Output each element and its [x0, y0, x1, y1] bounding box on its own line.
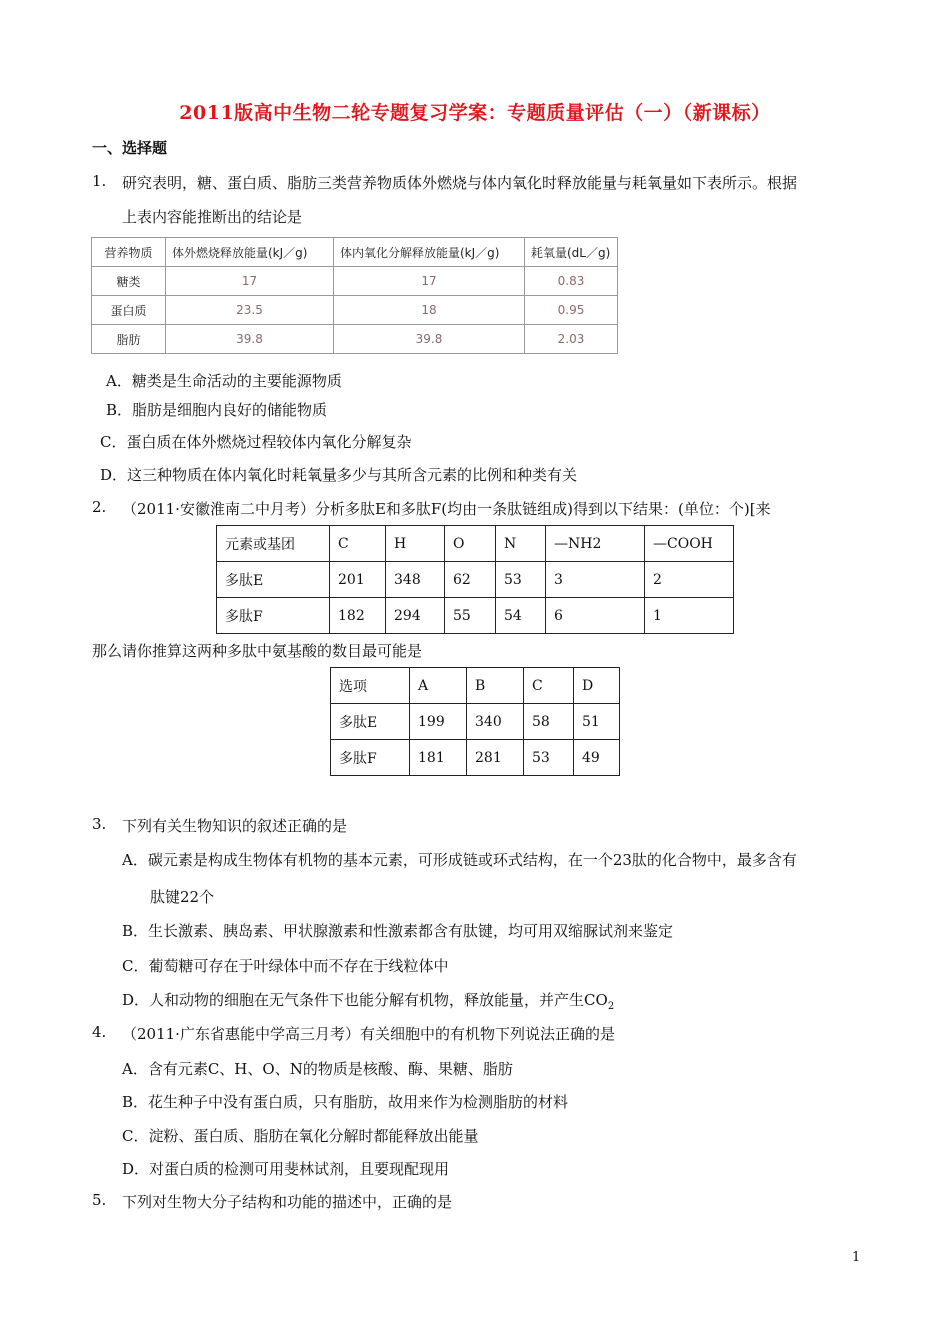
table-cell: 199 [410, 704, 467, 740]
option-a: A．碳元素是构成生物体有机物的基本元素，可形成链或环式结构，在一个23肽的化合物中，最多含有 [122, 851, 797, 869]
table-header-cell: 体内氧化分解释放能量(kJ／g) [334, 238, 525, 267]
question-text: （2011·广东省惠能中学高三月考）有关细胞中的有机物下列说法正确的是 [122, 1025, 615, 1043]
table-cell: 18 [334, 296, 525, 325]
table-cell: 0.95 [525, 296, 618, 325]
table-cell: 蛋白质 [92, 296, 166, 325]
table-cell: 1 [645, 598, 734, 634]
table-cell: 182 [330, 598, 386, 634]
table-header-cell: 营养物质 [92, 238, 166, 267]
question-number: 3. [92, 815, 107, 833]
table-header-cell: B [467, 668, 524, 704]
table-row [217, 562, 734, 598]
table-cell: 54 [496, 598, 546, 634]
table-header-cell: D [574, 668, 620, 704]
answer-options-table [330, 667, 620, 776]
table-cell: 62 [445, 562, 496, 598]
table-header-cell: O [445, 526, 496, 562]
option-d [122, 989, 614, 1012]
table-cell: 201 [330, 562, 386, 598]
table-cell: 348 [386, 562, 445, 598]
table-cell: 17 [166, 267, 334, 296]
table-cell: 糖类 [92, 267, 166, 296]
table-cell: 281 [467, 740, 524, 776]
table-cell: 294 [386, 598, 445, 634]
table-row [331, 740, 620, 776]
question-text: 下列对生物大分子结构和功能的描述中，正确的是 [122, 1193, 453, 1211]
question-text: 上表内容能推断出的结论是 [122, 208, 303, 226]
table-header-cell: N [496, 526, 546, 562]
table-header-row [217, 526, 734, 562]
table-cell: 2.03 [525, 325, 618, 354]
table-cell: 23.5 [166, 296, 334, 325]
option-d-text: D．人和动物的细胞在无气条件下也能分解有机物，释放能量，并产生CO [122, 991, 608, 1009]
document-title: 2011版高中生物二轮专题复习学案：专题质量评估（一）（新课标） [179, 102, 771, 124]
option-c: C．淀粉、蛋白质、脂肪在氧化分解时都能释放出能量 [122, 1127, 479, 1145]
option-b: B．生长激素、胰岛素、甲状腺激素和性激素都含有肽键，均可用双缩脲试剂来鉴定 [122, 922, 674, 940]
table-cell: 51 [574, 704, 620, 740]
question-text: 研究表明，糖、蛋白质、脂肪三类营养物质体外燃烧与体内氧化时释放能量与耗氧量如下表所示。根据 [122, 174, 798, 192]
table-cell: 脂肪 [92, 325, 166, 354]
option-c: C．蛋白质在体外燃烧过程较体内氧化分解复杂 [100, 433, 412, 451]
table-header-cell: C [330, 526, 386, 562]
table-cell: 39.8 [334, 325, 525, 354]
table-header-cell: 体外燃烧释放能量(kJ／g) [166, 238, 334, 267]
question-number: 2. [92, 498, 107, 516]
option-d: D．这三种物质在体内氧化时耗氧量多少与其所含元素的比例和种类有关 [100, 466, 578, 484]
option-b: B．脂肪是细胞内良好的储能物质 [106, 401, 328, 419]
table-header-cell: —COOH [645, 526, 734, 562]
table-cell: 2 [645, 562, 734, 598]
table-cell: 多肽E [331, 704, 410, 740]
question-number: 5. [92, 1191, 107, 1209]
option-a: A．糖类是生命活动的主要能源物质 [106, 372, 342, 390]
table-header-row [92, 238, 618, 267]
table-header-cell: —NH2 [546, 526, 645, 562]
table-cell: 181 [410, 740, 467, 776]
question-number: 1. [92, 172, 107, 190]
question-text: 那么请你推算这两种多肽中氨基酸的数目最可能是 [92, 642, 423, 660]
table-cell: 3 [546, 562, 645, 598]
table-cell: 49 [574, 740, 620, 776]
subscript-2: 2 [607, 1001, 615, 1012]
table-cell: 多肽F [331, 740, 410, 776]
table-row [217, 598, 734, 634]
polypeptide-composition-table [216, 525, 734, 634]
option-c: C．葡萄糖可存在于叶绿体中而不存在于线粒体中 [122, 957, 449, 975]
table-row [331, 704, 620, 740]
option-a-continued: 肽键22个 [150, 888, 215, 906]
section-heading: 一、选择题 [92, 139, 168, 157]
table-cell: 多肽E [217, 562, 330, 598]
page-number: 1 [852, 1250, 861, 1265]
table-header-cell: 元素或基团 [217, 526, 330, 562]
table-cell: 多肽F [217, 598, 330, 634]
table-cell: 55 [445, 598, 496, 634]
table-header-row [331, 668, 620, 704]
question-text: （2011·安徽淮南二中月考）分析多肽E和多肽F(均由一条肽链组成)得到以下结果：(单位：个)[来 [122, 500, 771, 518]
option-b: B．花生种子中没有蛋白质，只有脂肪，故用来作为检测脂肪的材料 [122, 1093, 569, 1111]
table-cell: 340 [467, 704, 524, 740]
table-cell: 6 [546, 598, 645, 634]
table-header-cell: C [524, 668, 574, 704]
nutrient-energy-table [91, 237, 618, 354]
question-text: 下列有关生物知识的叙述正确的是 [122, 817, 348, 835]
option-d: D．对蛋白质的检测可用斐林试剂，且要现配现用 [122, 1160, 450, 1178]
table-row [92, 296, 618, 325]
table-cell: 17 [334, 267, 525, 296]
table-header-cell: A [410, 668, 467, 704]
question-number: 4. [92, 1023, 107, 1041]
table-header-cell: 耗氧量(dL／g) [525, 238, 618, 267]
table-row [92, 325, 618, 354]
table-cell: 39.8 [166, 325, 334, 354]
option-a: A．含有元素C、H、O、N的物质是核酸、酶、果糖、脂肪 [122, 1060, 513, 1078]
table-row [92, 267, 618, 296]
table-header-cell: H [386, 526, 445, 562]
table-header-cell: 选项 [331, 668, 410, 704]
table-cell: 0.83 [525, 267, 618, 296]
table-cell: 53 [524, 740, 574, 776]
table-cell: 53 [496, 562, 546, 598]
table-cell: 58 [524, 704, 574, 740]
